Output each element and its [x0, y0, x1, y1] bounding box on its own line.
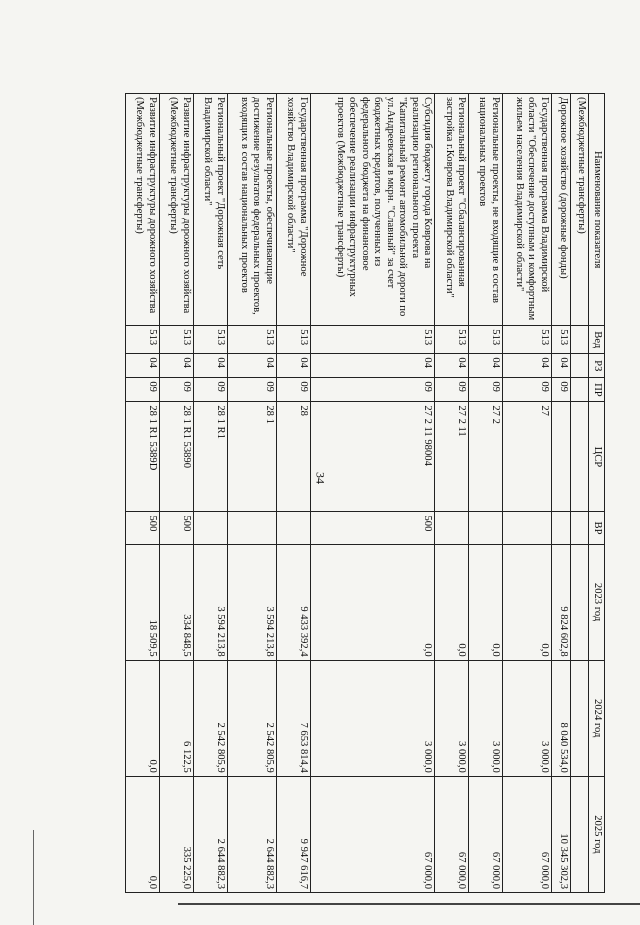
cell-2025: 67 000,0 — [469, 776, 503, 892]
cell-rz: 04 — [503, 354, 552, 378]
cell-2023: 3 594 213,8 — [227, 544, 276, 660]
binding-margin-line — [33, 830, 34, 925]
cell-name: Региональный проект "Сбалансированная застройка г.Коврова Владимирской области" — [435, 94, 469, 326]
cell-2023: 0,0 — [503, 544, 552, 660]
cell-rz: 04 — [227, 354, 276, 378]
cell-rz — [570, 354, 589, 378]
table-row — [276, 94, 310, 893]
cell-pr: 09 — [503, 378, 552, 402]
header-2025: 2025 год — [589, 776, 605, 892]
cell-rz: 04 — [310, 354, 435, 378]
cell-name: Дорожное хозяйство (дорожные фонды) — [552, 94, 571, 326]
cell-csr: 27 — [503, 402, 552, 512]
cell-csr: 28 — [276, 402, 310, 512]
table-row — [435, 94, 469, 893]
cell-2023: 9 824 602,8 — [552, 544, 571, 660]
cell-2025: 2 644 882,3 — [227, 776, 276, 892]
cell-csr — [570, 402, 589, 512]
cell-rz: 04 — [126, 354, 160, 378]
cell-vr: 500 — [310, 512, 435, 544]
cell-ved: 513 — [126, 326, 160, 354]
cell-rz: 04 — [193, 354, 227, 378]
cell-vr — [552, 512, 571, 544]
cell-2023: 18 509,5 — [126, 544, 160, 660]
table-row — [503, 94, 552, 893]
cell-2024: 8 040 534,0 — [552, 660, 571, 776]
cell-pr: 09 — [159, 378, 193, 402]
cell-2023: 0,0 — [469, 544, 503, 660]
cell-csr: 27 2 11 98004 — [310, 402, 435, 512]
budget-table — [125, 93, 605, 893]
header-2023: 2023 год — [589, 544, 605, 660]
cell-csr: 28 1 R1 — [193, 402, 227, 512]
cell-pr — [570, 378, 589, 402]
cell-pr: 09 — [435, 378, 469, 402]
cell-2025 — [570, 776, 589, 892]
cell-rz: 04 — [276, 354, 310, 378]
cell-2025: 67 000,0 — [310, 776, 435, 892]
header-name: Наименование показателя — [589, 94, 605, 326]
cell-name: (Межбюджетные трансферты) — [570, 94, 589, 326]
cell-2024: 6 122,5 — [159, 660, 193, 776]
cell-vr — [570, 512, 589, 544]
cell-vr: 500 — [159, 512, 193, 544]
cell-ved: 513 — [469, 326, 503, 354]
table-header-row — [589, 94, 605, 893]
cell-pr: 09 — [126, 378, 160, 402]
cell-name: Региональные проекты, не входящие в состав национальных проектов — [469, 94, 503, 326]
cell-ved: 513 — [552, 326, 571, 354]
page-number: 34 — [313, 472, 328, 484]
cell-2024: 7 653 814,4 — [276, 660, 310, 776]
cell-name: Субсидия бюджету города Коврова на реализацию регионального проекта "Капитальный ремонт автомобильной дороги по ул.Андреевская в мкрн. "Славный" за счет бюджетных кредитов, полученных из федерального бюджета на финансовое обеспечение реализации инфраструктурных проектов (Межбюджетные трансферты) — [310, 94, 435, 326]
cell-2025: 67 000,0 — [435, 776, 469, 892]
cell-rz: 04 — [159, 354, 193, 378]
cell-2023 — [570, 544, 589, 660]
cell-2024: 0,0 — [126, 660, 160, 776]
cell-2025: 335 225,0 — [159, 776, 193, 892]
cell-2025: 9 947 616,7 — [276, 776, 310, 892]
cell-ved: 513 — [435, 326, 469, 354]
cell-2023: 0,0 — [435, 544, 469, 660]
table-row — [227, 94, 276, 893]
cell-2025: 10 345 302,3 — [552, 776, 571, 892]
header-2024: 2024 год — [589, 660, 605, 776]
cell-2024: 2 542 805,9 — [227, 660, 276, 776]
scan-edge-line — [178, 903, 640, 905]
header-pr: ПР — [589, 378, 605, 402]
table-row — [159, 94, 193, 893]
cell-vr — [276, 512, 310, 544]
cell-2024: 2 542 805,9 — [193, 660, 227, 776]
cell-name: Государственная программа Владимирской области "Обеспечение доступным и комфортным жильем населения Владимирской области" — [503, 94, 552, 326]
cell-vr — [435, 512, 469, 544]
cell-2025: 2 644 882,3 — [193, 776, 227, 892]
table-row — [310, 94, 435, 893]
table-row — [552, 94, 571, 893]
cell-ved: 513 — [276, 326, 310, 354]
cell-rz: 04 — [435, 354, 469, 378]
cell-name: Развитие инфраструктуры дорожного хозяйства (Межбюджетные трансферты) — [159, 94, 193, 326]
cell-name: Развитие инфраструктуры дорожного хозяйства (Межбюджетные трансферты) — [126, 94, 160, 326]
header-rz: РЗ — [589, 354, 605, 378]
cell-2023: 9 433 392,4 — [276, 544, 310, 660]
cell-pr: 09 — [193, 378, 227, 402]
cell-csr: 28 1 R1 53890 — [159, 402, 193, 512]
cell-rz: 04 — [552, 354, 571, 378]
cell-csr: 28 1 — [227, 402, 276, 512]
header-csr: ЦСР — [589, 402, 605, 512]
table-row — [570, 94, 589, 893]
cell-vr — [503, 512, 552, 544]
cell-csr: 27 2 11 — [435, 402, 469, 512]
cell-csr: 28 1 R1 5389D — [126, 402, 160, 512]
cell-2023: 334 848,5 — [159, 544, 193, 660]
cell-2023: 3 594 213,8 — [193, 544, 227, 660]
cell-2025: 67 000,0 — [503, 776, 552, 892]
header-vr: ВР — [589, 512, 605, 544]
cell-rz: 04 — [469, 354, 503, 378]
cell-ved: 513 — [503, 326, 552, 354]
cell-csr: 27 2 — [469, 402, 503, 512]
cell-2024: 3 000,0 — [435, 660, 469, 776]
cell-ved: 513 — [193, 326, 227, 354]
cell-name: Региональные проекты, обеспечивающие достижение результатов федеральных проектов, входящих в состав национальных проектов — [227, 94, 276, 326]
budget-table-container — [125, 93, 605, 893]
cell-2024: 3 000,0 — [503, 660, 552, 776]
cell-2023: 0,0 — [310, 544, 435, 660]
cell-ved: 513 — [227, 326, 276, 354]
table-row — [469, 94, 503, 893]
cell-pr: 09 — [552, 378, 571, 402]
table-row — [193, 94, 227, 893]
header-ved: Вед — [589, 326, 605, 354]
cell-name: Государственная программа "Дорожное хозяйство Владимирской области" — [276, 94, 310, 326]
cell-pr: 09 — [227, 378, 276, 402]
cell-vr — [227, 512, 276, 544]
cell-ved: 513 — [310, 326, 435, 354]
cell-ved: 513 — [159, 326, 193, 354]
cell-2024: 3 000,0 — [310, 660, 435, 776]
cell-2024: 3 000,0 — [469, 660, 503, 776]
cell-2024 — [570, 660, 589, 776]
cell-vr: 500 — [126, 512, 160, 544]
cell-pr: 09 — [276, 378, 310, 402]
cell-csr — [552, 402, 571, 512]
cell-pr: 09 — [310, 378, 435, 402]
cell-ved — [570, 326, 589, 354]
cell-2025: 0,0 — [126, 776, 160, 892]
cell-pr: 09 — [469, 378, 503, 402]
cell-vr — [469, 512, 503, 544]
table-row — [126, 94, 160, 893]
cell-vr — [193, 512, 227, 544]
cell-name: Региональный проект "Дорожная сеть Владимирской области" — [193, 94, 227, 326]
